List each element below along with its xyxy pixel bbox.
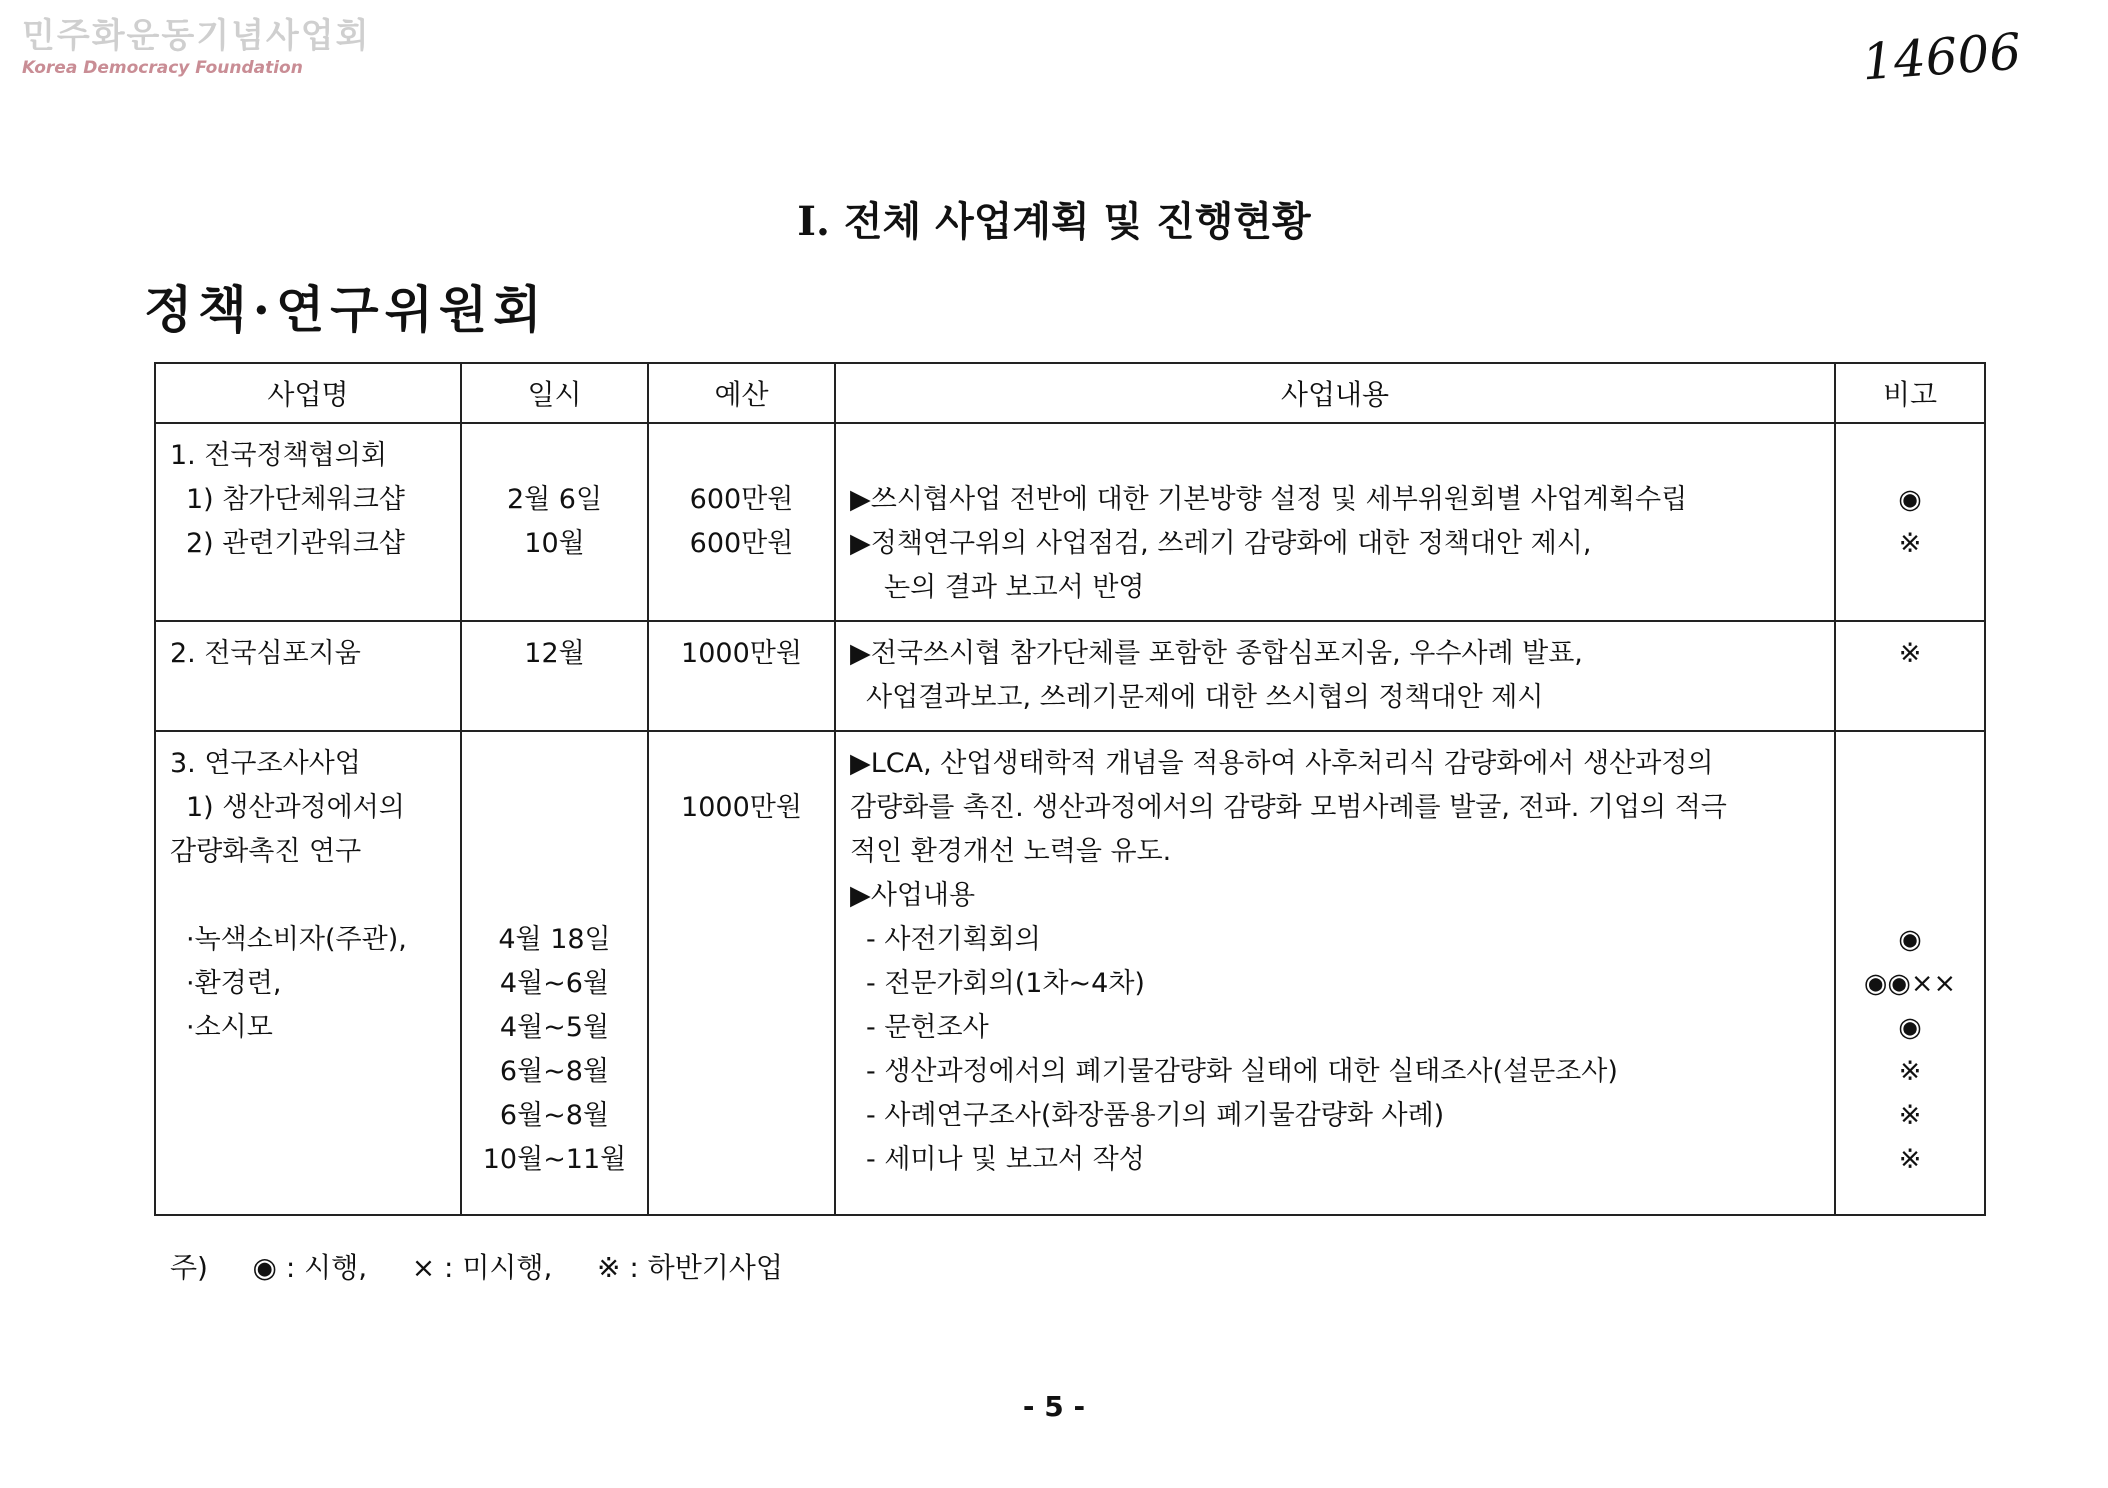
date-text xyxy=(476,874,633,918)
legend-prefix: 주) xyxy=(170,1251,208,1284)
content-line: 감량화를 촉진. 생산과정에서의 감량화 모범사례를 발굴, 전파. 기업의 적극 xyxy=(850,792,1727,823)
content-line: - 전문가회의(1차~4차) xyxy=(866,968,1145,999)
remark-mark xyxy=(1850,786,1970,830)
remark-mark: ※ xyxy=(1898,528,1922,559)
content-line: - 사전기획회의 xyxy=(866,924,1041,955)
date-text: 6월~8월 xyxy=(499,1100,610,1131)
date-text xyxy=(476,434,633,478)
row-title: 2. 전국심포지움 xyxy=(170,638,361,669)
remark-mark: ◉ xyxy=(1898,1012,1922,1043)
remark-mark: ◉ xyxy=(1898,484,1922,515)
participant: ·환경련, xyxy=(186,968,282,999)
table-header-row xyxy=(155,363,1985,423)
participant: ·녹색소비자(주관), xyxy=(186,924,407,955)
cell-content xyxy=(835,621,1835,731)
content-line: 사업결과보고, 쓰레기문제에 대한 쓰시협의 정책대안 제시 xyxy=(866,682,1544,713)
content-line: - 사례연구조사(화장품용기의 폐기물감량화 사례) xyxy=(866,1100,1445,1131)
header-content: 사업내용 xyxy=(835,363,1835,423)
budget-text xyxy=(663,742,820,786)
section-subtitle: 정책·연구위원회 xyxy=(144,280,548,339)
header-budget: 예산 xyxy=(648,363,835,423)
cell-name xyxy=(155,423,461,621)
sub-item: 1) 참가단체워크샵 xyxy=(186,484,405,515)
cell-budget xyxy=(648,621,835,731)
cell-budget xyxy=(648,423,835,621)
cell-date xyxy=(461,621,648,731)
budget-text: 1000만원 xyxy=(681,792,802,823)
header-remark: 비고 xyxy=(1835,363,1985,423)
sub-item: 1) 생산과정에서의 xyxy=(186,792,405,823)
cell-name xyxy=(155,621,461,731)
cell-remark xyxy=(1835,423,1985,621)
legend-second-half: ※ : 하반기사업 xyxy=(596,1251,783,1284)
cell-remark xyxy=(1835,621,1985,731)
spacer-line xyxy=(170,874,446,918)
remark-mark: ※ xyxy=(1898,638,1922,669)
cell-content xyxy=(835,731,1835,1215)
budget-text: 600만원 xyxy=(689,484,794,515)
cell-budget xyxy=(648,731,835,1215)
page-number: - 5 - xyxy=(1022,1390,1086,1423)
content-line: 적인 환경개선 노력을 유도. xyxy=(850,836,1172,867)
date-text: 12월 xyxy=(524,638,585,669)
remark-mark: ※ xyxy=(1898,1144,1922,1175)
content-line: - 생산과정에서의 폐기물감량화 실태에 대한 실태조사(설문조사) xyxy=(866,1056,1618,1087)
header-name: 사업명 xyxy=(155,363,461,423)
sub-item: 감량화촉진 연구 xyxy=(170,836,362,867)
participant: ·소시모 xyxy=(186,1012,273,1043)
content-line: ▶전국쓰시협 참가단체를 포함한 종합심포지움, 우수사례 발표, xyxy=(850,638,1583,669)
remark-mark: ※ xyxy=(1898,1100,1922,1131)
content-line: - 문헌조사 xyxy=(866,1012,989,1043)
budget-text: 1000만원 xyxy=(681,638,802,669)
row-title: 1. 전국정책협의회 xyxy=(170,440,387,471)
table-row xyxy=(155,423,1985,621)
date-text: 4월 18일 xyxy=(498,924,611,955)
remark-mark: ※ xyxy=(1898,1056,1922,1087)
table-row xyxy=(155,731,1985,1215)
remark-mark xyxy=(1850,742,1970,786)
remark-mark: ◉ xyxy=(1898,924,1922,955)
cell-date xyxy=(461,423,648,621)
date-text: 2월 6일 xyxy=(506,484,603,515)
date-text: 4월~5월 xyxy=(499,1012,610,1043)
content-line: ▶LCA, 산업생태학적 개념을 적용하여 사후처리식 감량화에서 생산과정의 xyxy=(850,748,1714,779)
cell-date xyxy=(461,731,648,1215)
date-text: 6월~8월 xyxy=(499,1056,610,1087)
document-number: 14606 xyxy=(1860,22,2023,92)
watermark-logo xyxy=(22,16,370,78)
legend-not-done: × : 미시행, xyxy=(411,1251,553,1284)
content-line: - 세미나 및 보고서 작성 xyxy=(866,1144,1145,1175)
date-text: 10월 xyxy=(524,528,585,559)
content-line: ▶쓰시협사업 전반에 대한 기본방향 설정 및 세부위원회별 사업계획수립 xyxy=(850,484,1688,515)
remark-mark xyxy=(1850,874,1970,918)
legend-done: ◉ : 시행, xyxy=(252,1251,368,1284)
cell-remark xyxy=(1835,731,1985,1215)
content-line xyxy=(850,434,1820,478)
table-row xyxy=(155,621,1985,731)
content-line: ▶정책연구위의 사업점검, 쓰레기 감량화에 대한 정책대안 제시, xyxy=(850,528,1592,559)
cell-name xyxy=(155,731,461,1215)
sub-item: 2) 관련기관워크샵 xyxy=(186,528,405,559)
row-title: 3. 연구조사사업 xyxy=(170,748,361,779)
remark-mark xyxy=(1850,434,1970,478)
watermark-english: Korea Democracy Foundation xyxy=(22,58,303,78)
watermark-korean: 민주화운동기념사업회 xyxy=(22,16,371,56)
date-text: 4월~6월 xyxy=(499,968,610,999)
budget-text: 600만원 xyxy=(689,528,794,559)
date-text xyxy=(476,742,633,786)
page-title: Ⅰ. 전체 사업계획 및 진행현황 xyxy=(797,198,1311,245)
header-date: 일시 xyxy=(461,363,648,423)
remark-mark xyxy=(1850,830,1970,874)
content-line: ▶사업내용 xyxy=(850,880,976,911)
date-text: 10월~11월 xyxy=(482,1144,627,1175)
content-line: 논의 결과 보고서 반영 xyxy=(884,572,1145,603)
plan-table xyxy=(154,362,1986,1216)
budget-text xyxy=(663,434,820,478)
date-text xyxy=(476,786,633,830)
remark-mark: ◉◉×× xyxy=(1863,968,1957,999)
date-text xyxy=(476,830,633,874)
cell-content xyxy=(835,423,1835,621)
legend-note xyxy=(170,1246,783,1286)
